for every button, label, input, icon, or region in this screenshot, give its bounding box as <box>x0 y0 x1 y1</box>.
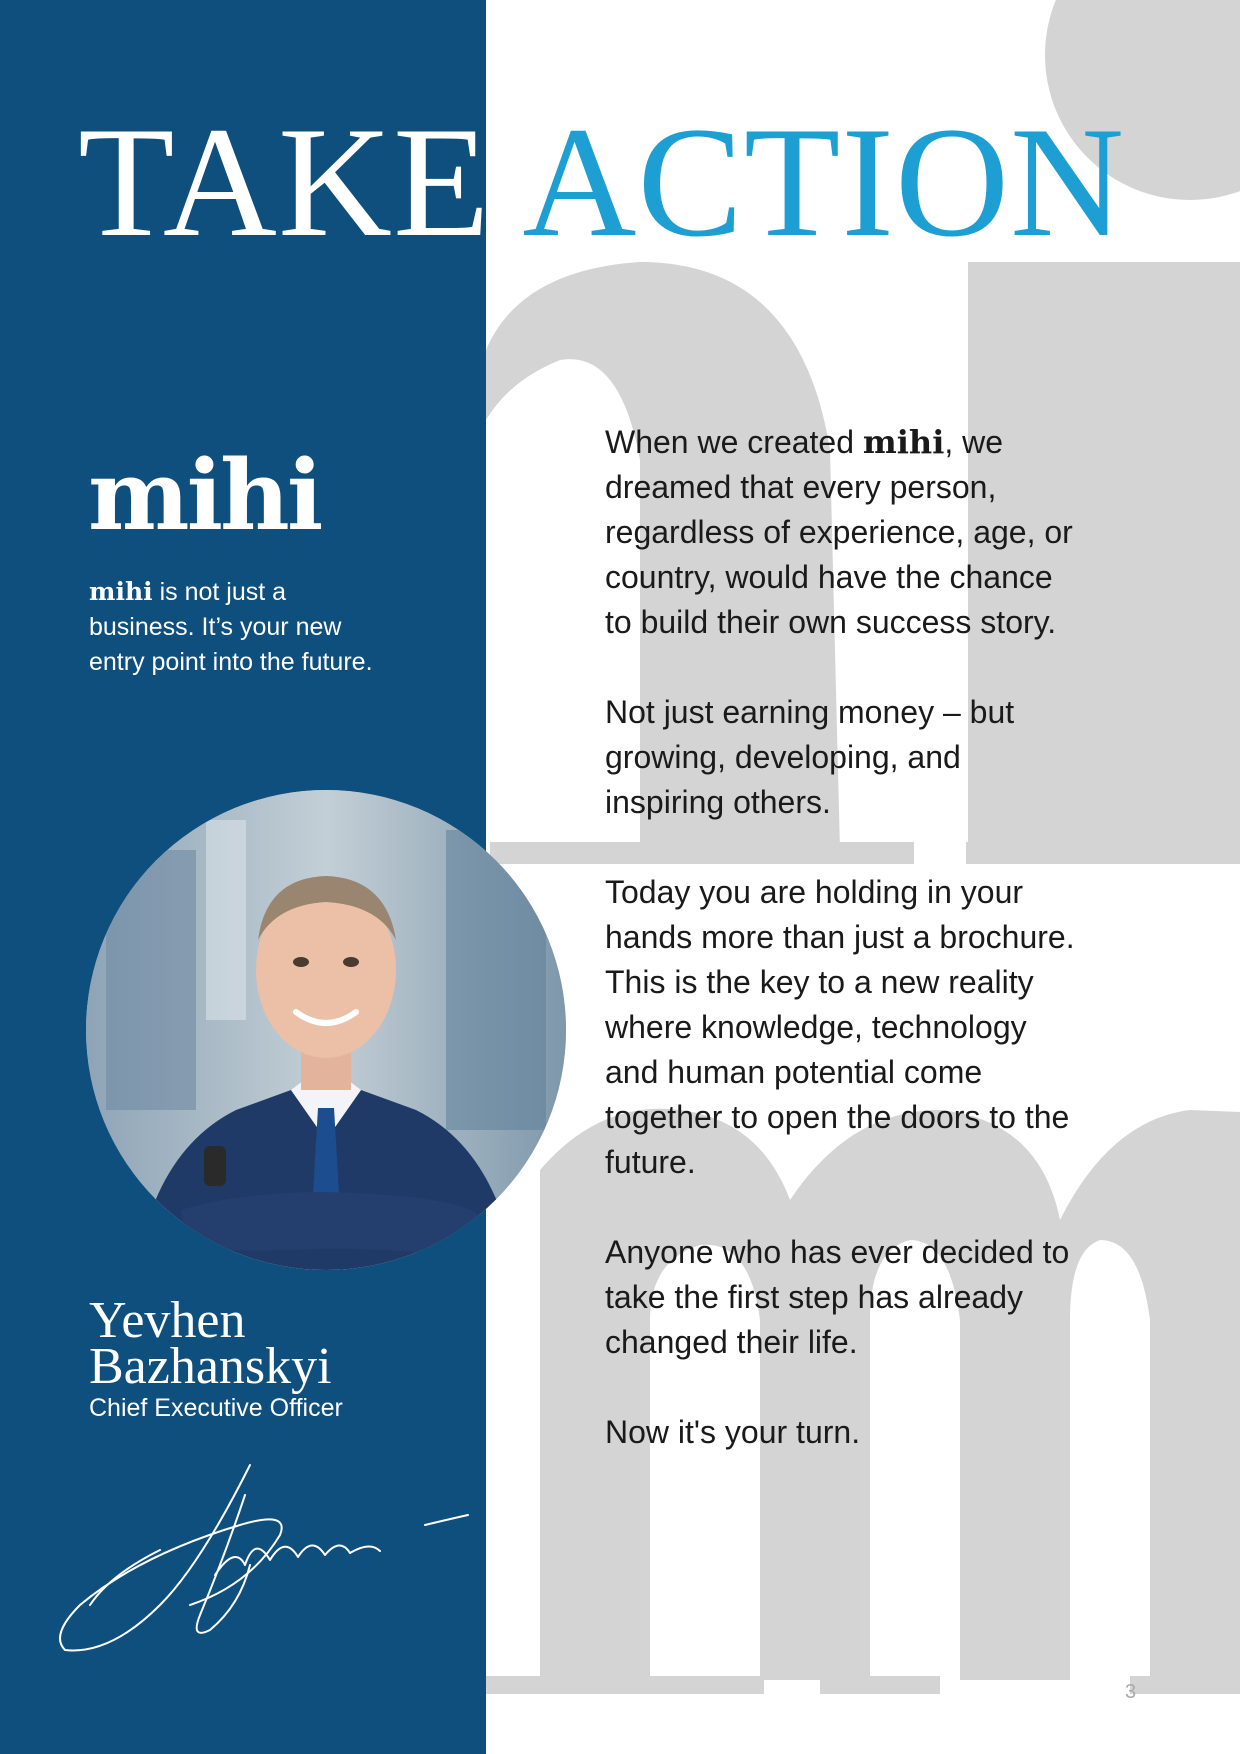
brand-tagline-name: mihi <box>89 577 153 606</box>
brand-tagline-text: is not just a business. It’s your new entry point into the future. <box>89 578 373 676</box>
ceo-photo <box>86 790 566 1270</box>
ceo-first-name: Yevhen <box>89 1292 246 1349</box>
paragraph-key: This is the key to a new reality where knowledge, technology and human potential come together to open the doors to the future. <box>605 964 1070 1180</box>
page-headline <box>78 95 1126 270</box>
brand-tagline <box>89 574 389 680</box>
paragraph-brochure: Today you are holding in your hands more than just a brochure. <box>605 874 1075 955</box>
brand-logo: mihi <box>88 439 321 552</box>
paragraph-intro <box>605 420 1075 645</box>
paragraph-intro-start: When we created <box>605 424 863 460</box>
brand-inline: mihi <box>862 423 945 461</box>
ceo-title: Chief Executive Officer <box>89 1394 343 1422</box>
headline-word-take: TAKE <box>78 95 491 270</box>
page-number: 3 <box>1125 1681 1137 1703</box>
ceo-signature <box>50 1455 480 1665</box>
headline-word-action: ACTION <box>522 95 1126 270</box>
main-text <box>605 420 1075 1500</box>
paragraph-intro-end: , we dreamed that every person, regardless of experience, age, or country, would have the chance to build their own success story. <box>605 424 1073 640</box>
paragraph-first-step: Anyone who has ever decided to take the first step has already changed their life. <box>605 1234 1070 1360</box>
ceo-name <box>89 1292 332 1395</box>
paragraph-your-turn: Now it's your turn. <box>605 1414 861 1450</box>
paragraph-growth: Not just earning money – but growing, developing, and inspiring others. <box>605 694 1015 820</box>
ceo-portrait-illustration <box>86 790 566 1270</box>
ceo-last-name: Bazhanskyi <box>89 1338 332 1395</box>
